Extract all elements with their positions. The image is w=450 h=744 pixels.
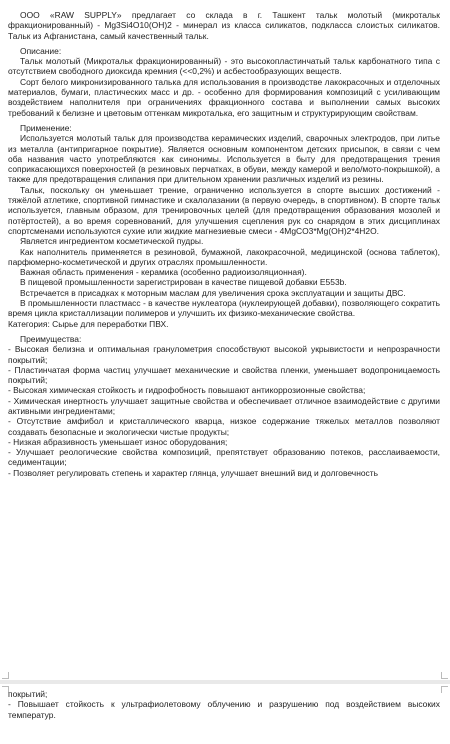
advantage-item-9: - Повышает стойкость к ультрафиолетовому облучению и разрушению под воздействием высоких температур. [8, 699, 440, 720]
advantage-item-3: - Высокая химическая стойкость и гидрофобность повышают антикоррозионные свойства; [8, 385, 366, 396]
application-paragraph-3: Является ингредиентом косметической пудры. [20, 236, 204, 247]
advantage-item-8: - Позволяет регулировать степень и характер глянца, улучшает внешний вид и долговечность [8, 467, 379, 478]
application-paragraph-7: Встречается в присадках к моторным маслам для увеличения срока эксплуатации и защиты ДВС. [20, 287, 406, 298]
page-2-content [8, 689, 440, 720]
application-paragraph-4: Как наполнитель применяется в резиновой, бумажной, лакокрасочной, медицинской (основа таблеток), парфюмерно-косметической и других отраслях промышленности. [8, 246, 440, 267]
application-paragraph-5: Важная область применения - керамика (особенно радиоизоляционная). [20, 267, 307, 278]
document-page-2 [0, 684, 450, 744]
page-corner-mark [2, 672, 9, 679]
category-line: Категория: Сырье для переработки ПВХ. [8, 318, 169, 329]
page-corner-mark [441, 686, 448, 693]
advantage-item-8-continuation: покрытий; [8, 689, 48, 699]
advantage-item-4: - Химическая инертность улучшает защитные свойства и обеспечивает отличное взаимодействие с другими активными ингредиентами; [8, 395, 440, 416]
description-paragraph-2: Сорт белого микронизированного талька для использования в производстве лакокрасочных и отделочных материалов, бумаги, пластических масс и др. - особенно для формирования композиций с усиливающим воздействием наполнителя при ограничениях фракционного состава и выполнении самых высоких требований к белизне и цветовым оттенкам микроталька, его защитным и структурирующим свойствам. [8, 76, 440, 118]
description-paragraph-1: Тальк молотый (Микротальк фракционированный) - это высокопластинчатый тальк карбонатного типа с отсутствием свободного диоксида кремния (<<0,2%) и асбестообразующих веществ. [8, 56, 440, 77]
advantage-item-5: - Отсутствие амфибол и кристаллического кварца, низкое содержание тяжелых металлов позволяют создавать безопасные и экологически чистые продукты; [8, 416, 440, 437]
advantage-item-7: - Улучшает реологические свойства композиций, препятствует образованию потеков, расслаиваемости, седиментации; [8, 447, 440, 468]
application-paragraph-6: В пищевой промышленности зарегистрирован в качестве пищевой добавки E553b. [20, 277, 347, 288]
advantages-heading: Преимущества: [20, 333, 82, 344]
application-paragraph-1: Используется молотый тальк для производства керамических изделий, сварочных электродов, при литье из металла (антипригарное покрытие). Является основным компонентом детских присыпок, в связи с чем оба названия часто употребляются как синонимы. Используется в быту для предотвращения трения соприкасающихся поверхностей (в резиновых перчатках, в обуви, между камерой и вело/мото-покрышкой), а также для предотвращения слипания при длительном хранении различных изделий из резины. [8, 133, 440, 185]
intro-paragraph: ООО «RAW SUPPLY» предлагает со склада в г. Ташкент тальк молотый (микротальк фракционированный) - Mg3Si4O10(OH)2 - минерал из класса силикатов, подкласса слоистых силикатов. Тальк из Афганистана, самый качественный тальк. [8, 10, 440, 41]
advantage-item-2: - Пластинчатая форма частиц улучшает механические и свойства пленки, уменьшает водопроницаемость покрытий; [8, 364, 440, 386]
application-paragraph-8: В промышленности пластмасс - в качестве нуклеатора (нуклеирующей добавки), позволяющего сократить время цикла кристаллизации полимеров и улучшить их физико-механические свойства. [8, 298, 440, 319]
application-heading: Применение: [20, 122, 72, 133]
application-paragraph-2: Тальк, поскольку он уменьшает трение, ограниченно используется в спорте высших достижений - тяжёлой атлетике, спортивной гимнастике и скалолазании (в первую очередь, в спортивном). В спорте тальк используется, главным образом, для тренировочных целей (для предотвращения образования мозолей и потёртостей), а во время соревнований, для улучшения сцепления рук со снарядом в этих дисциплинах спортсменами используются сухие или жидкие магнезиевые смеси - 4MgCO3*Mg(OH)2*4H2O. [8, 184, 440, 236]
description-heading: Описание: [20, 45, 62, 56]
page-1-content [8, 10, 440, 478]
advantage-item-6: - Низкая абразивность уменьшает износ оборудования; [8, 436, 228, 447]
page-corner-mark [441, 672, 448, 679]
advantage-item-1: - Высокая белизна и оптимальная гранулометрия способствуют высокой укрывистости и непрозрачности покрытий; [8, 344, 440, 365]
